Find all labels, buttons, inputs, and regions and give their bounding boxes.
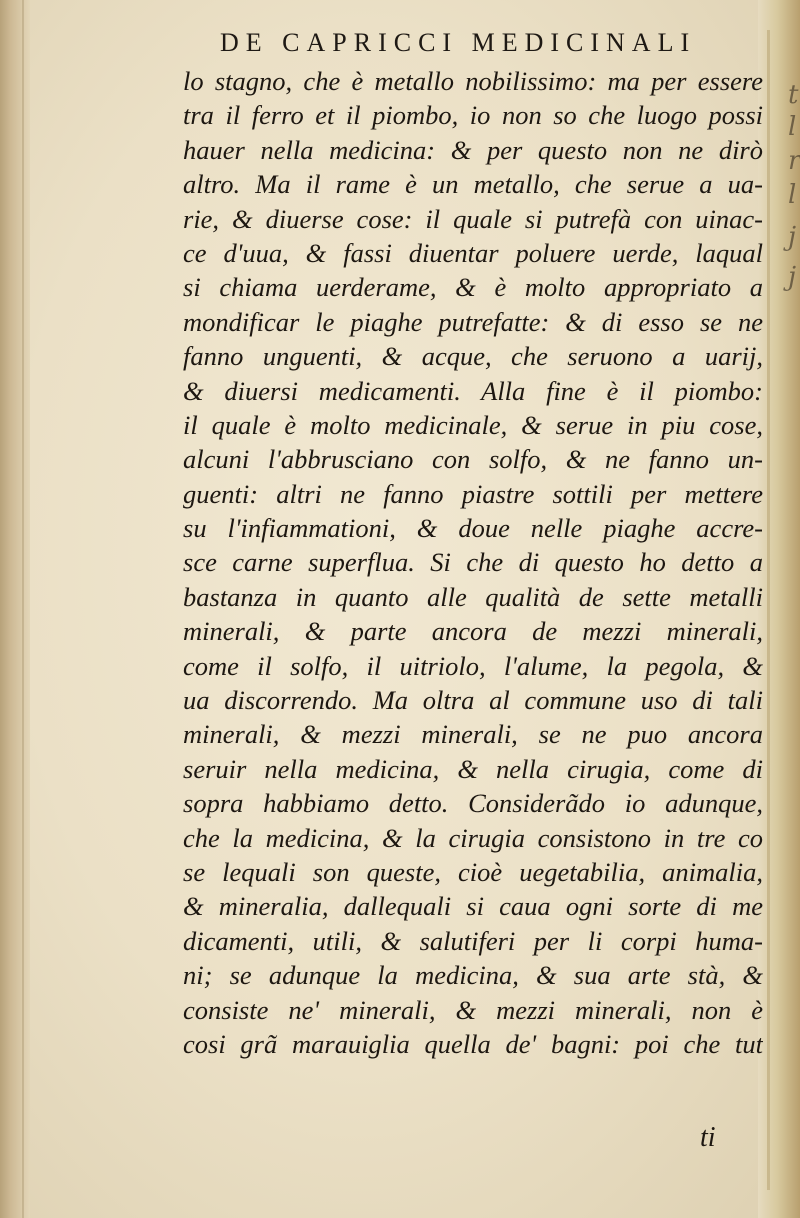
text-line: & diuersi medicamenti. Alla fine è il piombo: <box>183 375 763 406</box>
text-line: seruir nella medicina, & nella cirugia, come di <box>183 753 763 784</box>
text-line: bastanza in quanto alle qualità de sette metalli <box>183 581 763 612</box>
bleed-through-letter: l <box>788 180 797 210</box>
text-line: altro. Ma il rame è un metallo, che serue a ua- <box>183 169 763 200</box>
bleed-through-letter: t <box>788 80 799 110</box>
text-line: sce carne superflua. Si che di questo ho detto a <box>183 547 763 578</box>
bleed-through-letter: r <box>788 146 800 176</box>
text-line: consiste ne' minerali, & mezzi minerali, non è <box>183 994 763 1025</box>
bleed-through-letter: j <box>788 262 797 292</box>
text-line: ce d'uua, & fassi diuentar poluere uerde, laqual <box>183 237 763 268</box>
text-line: alcuni l'abbrusciano con solfo, & ne fanno un- <box>183 444 763 475</box>
text-line: si chiama uerderame, & è molto appropriato a <box>183 272 763 303</box>
text-line: mondificar le piaghe putrefatte: & di esso se ne <box>183 306 763 337</box>
text-line: tra il ferro et il piombo, io non so che luogo possi <box>183 100 763 131</box>
text-line: ni; se adunque la medicina, & sua arte stà, & <box>183 960 763 991</box>
binding-gutter <box>0 0 30 1218</box>
text-line: come il solfo, il uitriolo, l'alume, la pegola, & <box>183 650 763 681</box>
text-line: fanno unguenti, & acque, che seruono a uarij, <box>183 341 763 372</box>
text-line: ua discorrendo. Ma oltra al commune uso di tali <box>183 685 763 716</box>
text-line: dicamenti, utili, & salutiferi per li corpi huma- <box>183 925 763 956</box>
text-line: minerali, & parte ancora de mezzi minerali, <box>183 616 763 647</box>
text-line: cosi grã marauiglia quella de' bagni: poi che tut <box>183 1028 763 1059</box>
text-line: guenti: altri ne fanno piastre sottili per mettere <box>183 478 763 509</box>
text-line: che la medicina, & la cirugia consistono in tre co <box>183 822 763 853</box>
text-line: rie, & diuerse cose: il quale si putrefà con uinac- <box>183 203 763 234</box>
text-line: su l'infiammationi, & doue nelle piaghe accre- <box>183 513 763 544</box>
running-head: DE CAPRICCI MEDICINALI <box>220 28 697 57</box>
bleed-through-letter: l <box>788 112 797 142</box>
body-text <box>183 64 763 1061</box>
text-line: se lequali son queste, cioè uegetabilia, animalia, <box>183 856 763 887</box>
text-line: sopra habbiamo detto. Considerãdo io adunque, <box>183 788 763 819</box>
bleed-through-letter: j <box>788 222 797 252</box>
text-line: lo stagno, che è metallo nobilissimo: ma per essere <box>183 66 763 96</box>
catchword: ti <box>700 1122 716 1153</box>
text-line: & mineralia, dallequali si caua ogni sorte di me <box>183 891 763 922</box>
text-line: minerali, & mezzi minerali, se ne puo ancora <box>183 719 763 750</box>
next-page-edge <box>767 30 770 1190</box>
text-line: hauer nella medicina: & per questo non ne dirò <box>183 134 763 165</box>
text-line: il quale è molto medicinale, & serue in piu cose, <box>183 409 763 440</box>
